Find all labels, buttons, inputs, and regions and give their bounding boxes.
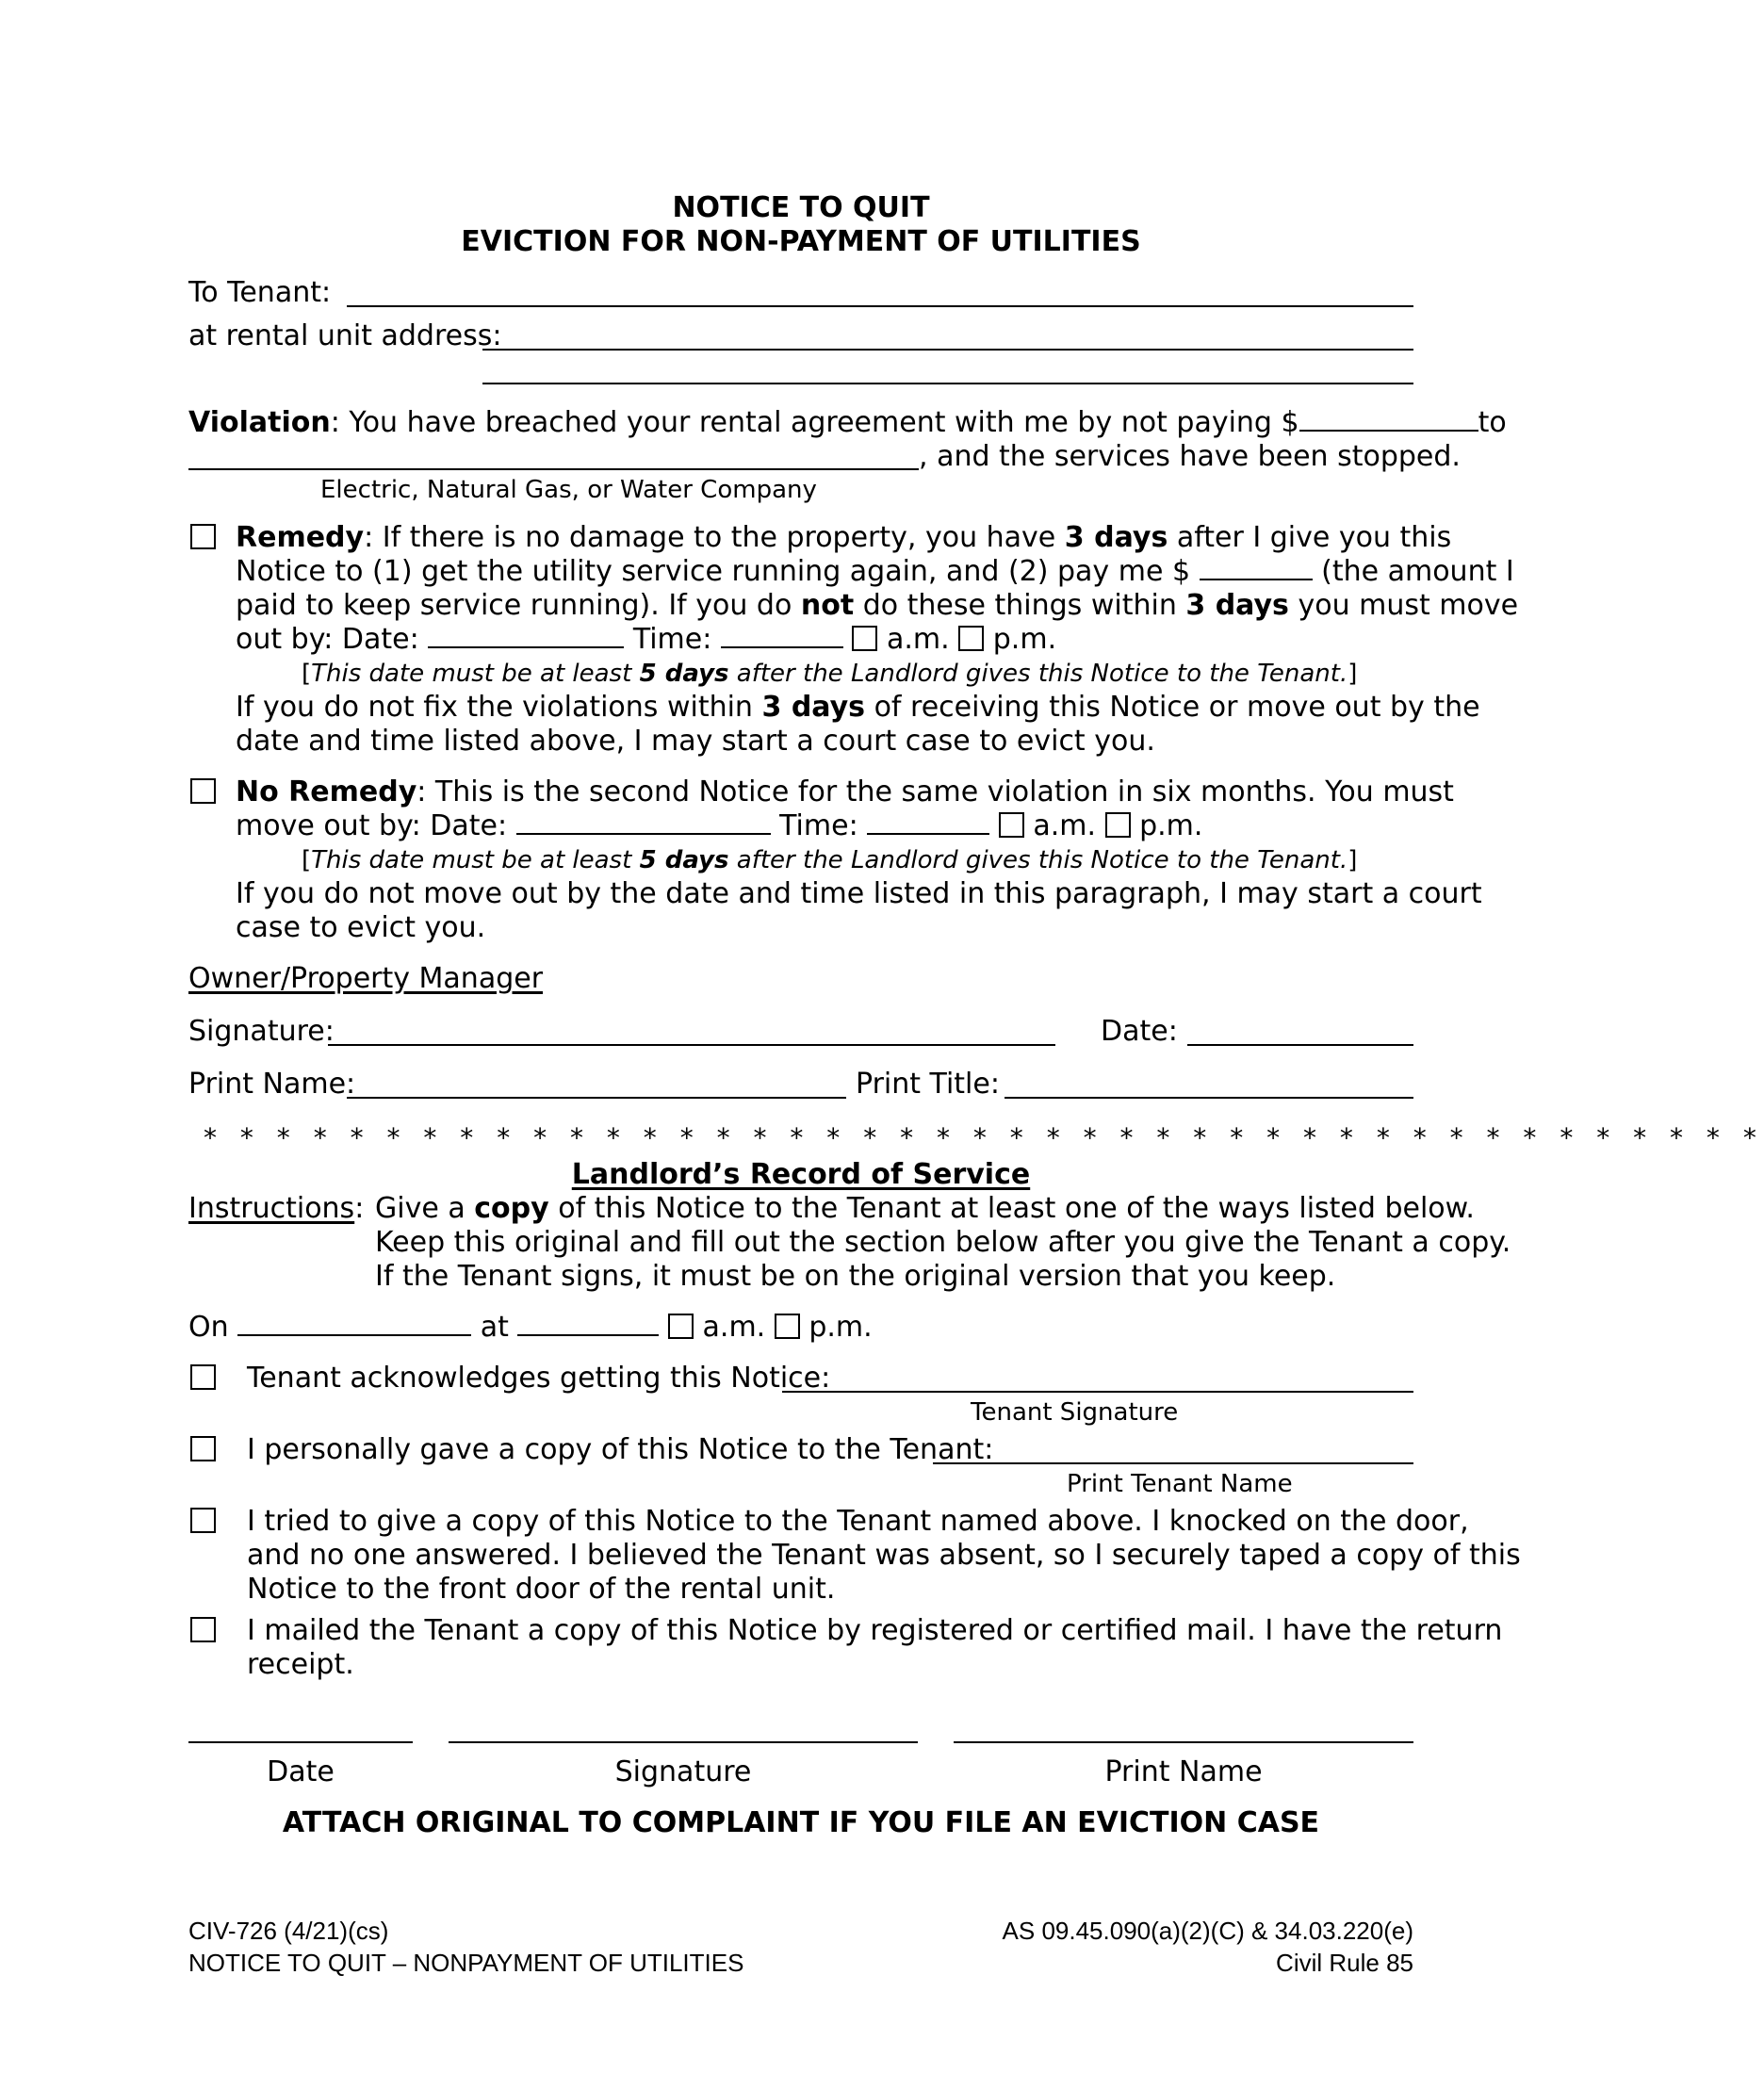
service-on-line: On at a.m. p.m. xyxy=(188,1311,873,1344)
mailed-copy-checkbox[interactable] xyxy=(190,1617,216,1642)
owner-print-name-label: Print Name: xyxy=(188,1068,356,1101)
no-remedy-time-field[interactable] xyxy=(867,832,989,835)
utility-company-hint: Electric, Natural Gas, or Water Company xyxy=(320,476,817,504)
no-remedy-date-note: [This date must be at least 5 days after the Landlord gives this Notice to the Tenant.] xyxy=(302,846,1358,874)
service-date-signature-line[interactable] xyxy=(188,1741,413,1743)
tenant-acknowledges-checkbox[interactable] xyxy=(190,1364,216,1390)
remedy-line1: Remedy: If there is no damage to the property, you have 3 days after I give you this xyxy=(236,521,1452,554)
violation-line1: Violation: You have breached your rental agreement with me by not paying $ to xyxy=(188,406,1507,439)
no-remedy-checkbox[interactable] xyxy=(190,778,216,804)
remedy-line4: out by: Date: Time: a.m. p.m. xyxy=(236,623,1057,656)
owner-date-field[interactable] xyxy=(1187,1044,1413,1046)
violation-label: Violation xyxy=(188,406,331,439)
owner-date-label: Date: xyxy=(1101,1015,1178,1048)
remedy-am-checkbox[interactable] xyxy=(852,626,877,651)
form-id: CIV-726 (4/21)(cs) xyxy=(188,1917,389,1945)
form-name: NOTICE TO QUIT – NONPAYMENT OF UTILITIES xyxy=(188,1949,744,1977)
taped-copy-line2: and no one answered. I believed the Tenant was absent, so I securely taped a copy of this xyxy=(247,1539,1521,1572)
service-date-field[interactable] xyxy=(237,1333,471,1336)
remedy-line7: date and time listed above, I may start a court case to evict you. xyxy=(236,725,1155,758)
remedy-line2: Notice to (1) get the utility service running again, and (2) pay me $ (the amount I xyxy=(236,555,1514,588)
no-remedy-date-field[interactable] xyxy=(516,832,771,835)
civil-rule-reference: Civil Rule 85 xyxy=(1276,1949,1413,1977)
service-pm-checkbox[interactable] xyxy=(775,1314,800,1339)
utility-company-field[interactable] xyxy=(188,468,919,470)
owner-signature-label: Signature: xyxy=(188,1015,335,1048)
remedy-date-note: [This date must be at least 5 days after the Landlord gives this Notice to the Tenant.] xyxy=(302,660,1358,688)
owner-print-title-label: Print Title: xyxy=(856,1068,1000,1101)
no-remedy-line5: case to evict you. xyxy=(236,911,486,944)
form-title: NOTICE TO QUIT xyxy=(672,191,930,224)
attach-original-notice: ATTACH ORIGINAL TO COMPLAINT IF YOU FILE AN EVICTION CASE xyxy=(282,1806,1320,1839)
owner-signature-field[interactable] xyxy=(328,1044,1055,1046)
tenant-signature-hint: Tenant Signature xyxy=(971,1398,1179,1427)
remedy-date-field[interactable] xyxy=(428,645,624,648)
owner-print-name-field[interactable] xyxy=(347,1097,846,1099)
taped-copy-line1: I tried to give a copy of this Notice to the Tenant named above. I knocked on the door, xyxy=(247,1505,1469,1538)
instructions-line1: Give a copy of this Notice to the Tenant at least one of the ways listed below. xyxy=(375,1192,1475,1225)
no-remedy-line4: If you do not move out by the date and time listed in this paragraph, I may start a court xyxy=(236,877,1482,910)
owner-print-title-field[interactable] xyxy=(1004,1097,1413,1099)
personally-gave-text: I personally gave a copy of this Notice to the Tenant: xyxy=(247,1433,994,1466)
service-am-checkbox[interactable] xyxy=(668,1314,694,1339)
form-page xyxy=(188,0,1764,2073)
address-field-line2[interactable] xyxy=(482,383,1413,384)
remedy-line3: paid to keep service running). If you do not do these things within 3 days you must move xyxy=(236,589,1519,622)
mailed-copy-line2: receipt. xyxy=(247,1648,354,1681)
tenant-signature-field[interactable] xyxy=(782,1391,1413,1393)
instructions-label: Instructions: xyxy=(188,1192,365,1225)
statute-reference: AS 09.45.090(a)(2)(C) & 34.03.220(e) xyxy=(1002,1917,1413,1945)
taped-copy-line3: Notice to the front door of the rental unit. xyxy=(247,1573,836,1606)
remedy-checkbox[interactable] xyxy=(190,524,216,549)
date-caption: Date xyxy=(267,1755,335,1788)
remedy-line6: If you do not fix the violations within 3 days of receiving this Notice or move out by the xyxy=(236,691,1480,724)
remedy-amount-field[interactable] xyxy=(1200,578,1313,580)
taped-copy-checkbox[interactable] xyxy=(190,1508,216,1533)
star-divider: * * * * * * * * * * * * * * * * * * * * * * * * * * * * * * * * * * * * * * * * * * * xyxy=(204,1122,1764,1153)
signature-caption: Signature xyxy=(614,1755,752,1788)
print-name-caption: Print Name xyxy=(1104,1755,1263,1788)
service-time-field[interactable] xyxy=(517,1333,659,1336)
remedy-label: Remedy xyxy=(236,521,365,554)
service-print-name-line[interactable] xyxy=(954,1741,1413,1743)
print-tenant-name-hint: Print Tenant Name xyxy=(1067,1470,1293,1498)
tenant-name-field[interactable] xyxy=(347,305,1413,307)
form-subtitle: EVICTION FOR NON-PAYMENT OF UTILITIES xyxy=(461,225,1141,258)
remedy-pm-checkbox[interactable] xyxy=(958,626,984,651)
no-remedy-pm-checkbox[interactable] xyxy=(1105,812,1131,838)
remedy-time-field[interactable] xyxy=(721,645,843,648)
no-remedy-am-checkbox[interactable] xyxy=(999,812,1024,838)
print-tenant-name-field[interactable] xyxy=(933,1462,1413,1464)
no-remedy-line2: move out by: Date: Time: a.m. p.m. xyxy=(236,809,1203,842)
address-field-line1[interactable] xyxy=(482,349,1413,351)
violation-amount-field[interactable] xyxy=(1299,429,1478,432)
service-heading: Landlord’s Record of Service xyxy=(571,1158,1031,1191)
instructions-line2: Keep this original and fill out the section below after you give the Tenant a copy. xyxy=(375,1226,1511,1259)
instructions-line3: If the Tenant signs, it must be on the original version that you keep. xyxy=(375,1260,1336,1293)
to-tenant-label: To Tenant: xyxy=(188,276,332,309)
no-remedy-label: No Remedy xyxy=(236,775,417,808)
tenant-acknowledges-text: Tenant acknowledges getting this Notice: xyxy=(247,1362,831,1395)
no-remedy-line1: No Remedy: This is the second Notice for the same violation in six months. You must xyxy=(236,775,1454,808)
service-signature-line[interactable] xyxy=(449,1741,918,1743)
address-label: at rental unit address: xyxy=(188,319,502,352)
personally-gave-checkbox[interactable] xyxy=(190,1436,216,1461)
violation-line2: , and the services have been stopped. xyxy=(919,440,1461,473)
owner-heading: Owner/Property Manager xyxy=(188,962,544,995)
mailed-copy-line1: I mailed the Tenant a copy of this Notice by registered or certified mail. I have the return xyxy=(247,1614,1503,1647)
